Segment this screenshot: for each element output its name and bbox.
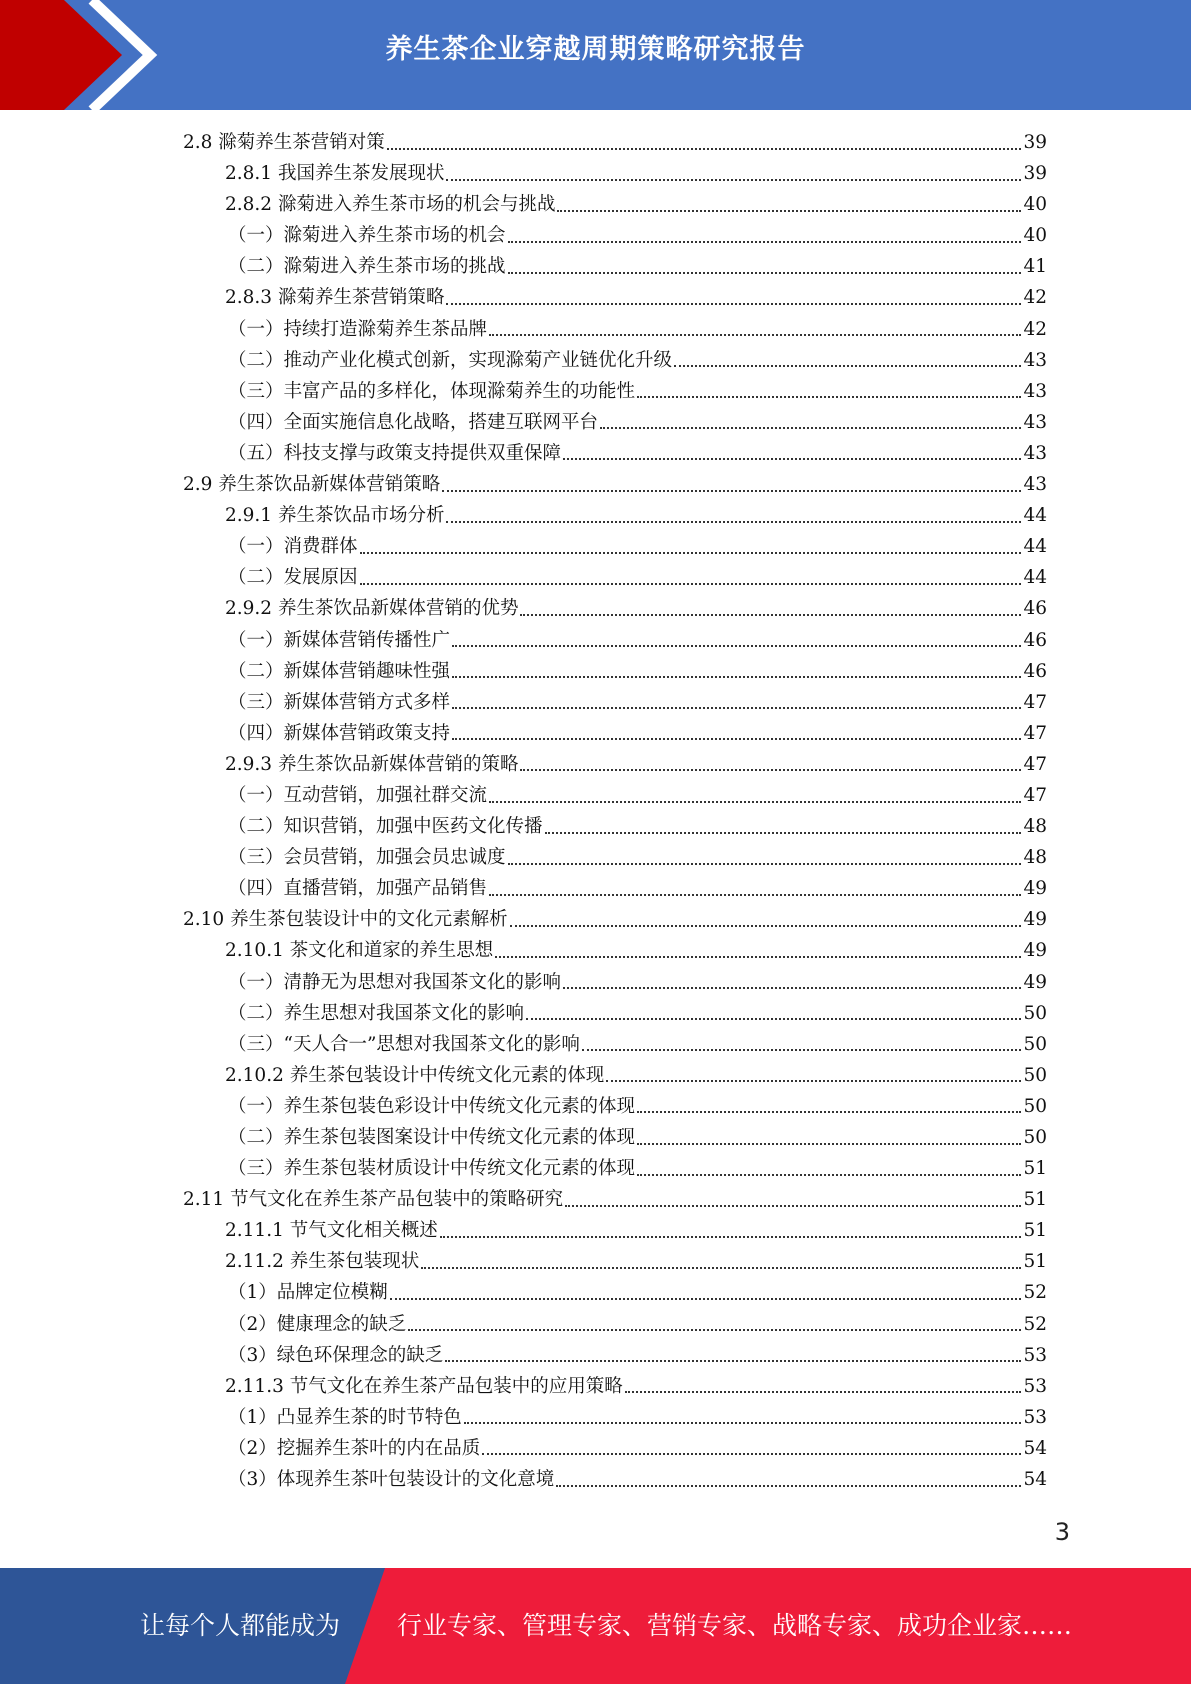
toc-entry-title: 2.8.2 滁菊进入养生茶市场的机会与挑战 bbox=[225, 194, 556, 216]
toc-entry[interactable] bbox=[183, 842, 1047, 873]
toc-entry-title: 2.9 养生茶饮品新媒体营销策略 bbox=[183, 474, 441, 496]
toc-entry-page: 43 bbox=[1023, 442, 1047, 464]
toc-entry[interactable] bbox=[183, 1464, 1047, 1495]
toc-entry-page: 42 bbox=[1023, 318, 1047, 340]
toc-leader-dots bbox=[563, 987, 1021, 989]
toc-leader-dots bbox=[520, 769, 1021, 771]
toc-entry[interactable] bbox=[183, 314, 1047, 345]
toc-entry-title: 2.11.1 节气文化相关概述 bbox=[225, 1220, 438, 1242]
toc-entry-page: 51 bbox=[1023, 1251, 1047, 1273]
toc-leader-dots bbox=[446, 179, 1021, 181]
toc-entry[interactable] bbox=[183, 749, 1047, 780]
toc-entry-title: （三）新媒体营销方式多样 bbox=[228, 691, 451, 713]
toc-leader-dots bbox=[452, 707, 1021, 709]
toc-entry-title: （二）养生茶包装图案设计中传统文化元素的体现 bbox=[228, 1127, 636, 1148]
toc-leader-dots bbox=[637, 1174, 1021, 1176]
toc-entry[interactable] bbox=[183, 1184, 1047, 1215]
toc-entry-page: 44 bbox=[1023, 536, 1047, 558]
toc-leader-dots bbox=[510, 925, 1022, 927]
toc-leader-dots bbox=[442, 490, 1021, 492]
toc-entry-title: （一）养生茶包装色彩设计中传统文化元素的体现 bbox=[228, 1095, 636, 1117]
toc-entry-title: 2.10.2 养生茶包装设计中传统文化元素的体现 bbox=[225, 1064, 605, 1086]
toc-entry-page: 49 bbox=[1023, 971, 1047, 993]
toc-leader-dots bbox=[637, 396, 1021, 398]
toc-leader-dots bbox=[445, 1360, 1021, 1362]
toc-leader-dots bbox=[360, 552, 1022, 554]
toc-entry[interactable] bbox=[183, 1340, 1047, 1371]
toc-entry-page: 43 bbox=[1023, 411, 1047, 433]
toc-leader-dots bbox=[520, 614, 1021, 616]
toc-entry[interactable] bbox=[183, 687, 1047, 718]
toc-leader-dots bbox=[489, 894, 1021, 896]
toc-entry[interactable] bbox=[183, 438, 1047, 469]
toc-entry[interactable] bbox=[183, 625, 1047, 656]
toc-entry-page: 54 bbox=[1023, 1437, 1047, 1459]
toc-leader-dots bbox=[606, 1080, 1021, 1082]
toc-leader-dots bbox=[452, 645, 1021, 647]
toc-entry[interactable] bbox=[183, 500, 1047, 531]
toc-entry-page: 46 bbox=[1023, 629, 1047, 651]
toc-entry-title: （3）体现养生茶叶包装设计的文化意境 bbox=[228, 1469, 555, 1491]
toc-entry-page: 53 bbox=[1023, 1375, 1047, 1397]
toc-entry-title: （一）滁菊进入养生茶市场的机会 bbox=[228, 225, 506, 247]
footer-slogan-left: 让每个人都能成为 bbox=[140, 1611, 341, 1640]
toc-leader-dots bbox=[674, 365, 1021, 367]
toc-entry-title: 2.11 节气文化在养生茶产品包装中的策略研究 bbox=[183, 1189, 564, 1211]
toc-leader-dots bbox=[600, 427, 1021, 429]
toc-leader-dots bbox=[421, 1267, 1021, 1269]
toc-entry[interactable] bbox=[183, 656, 1047, 687]
toc-leader-dots bbox=[557, 210, 1021, 212]
toc-entry-page: 50 bbox=[1023, 1033, 1047, 1055]
toc-entry-title: 2.9.3 养生茶饮品新媒体营销的策略 bbox=[225, 753, 519, 775]
toc-entry-page: 49 bbox=[1023, 940, 1047, 962]
toc-entry[interactable] bbox=[183, 531, 1047, 562]
toc-entry-page: 47 bbox=[1023, 753, 1047, 775]
toc-entry-page: 51 bbox=[1023, 1158, 1047, 1180]
toc-entry-title: （三）丰富产品的多样化，体现滁菊养生的功能性 bbox=[228, 380, 636, 402]
toc-entry-page: 47 bbox=[1023, 691, 1047, 713]
toc-entry[interactable] bbox=[183, 1309, 1047, 1340]
toc-entry-page: 53 bbox=[1023, 1344, 1047, 1366]
toc-entry-page: 39 bbox=[1023, 163, 1047, 185]
toc-entry[interactable] bbox=[183, 127, 1047, 158]
toc-entry[interactable] bbox=[183, 718, 1047, 749]
toc-entry[interactable] bbox=[183, 967, 1047, 998]
toc-entry-title: 2.11.3 节气文化在养生茶产品包装中的应用策略 bbox=[225, 1375, 623, 1397]
toc-entry-page: 50 bbox=[1023, 1127, 1047, 1148]
toc-leader-dots bbox=[582, 1049, 1022, 1051]
toc-entry-title: 2.11.2 养生茶包装现状 bbox=[225, 1251, 420, 1273]
toc-leader-dots bbox=[526, 1018, 1021, 1020]
toc-entry-title: （一）清静无为思想对我国茶文化的影响 bbox=[228, 971, 562, 993]
toc-entry[interactable] bbox=[183, 904, 1047, 935]
toc-entry[interactable] bbox=[183, 251, 1047, 282]
toc-entry[interactable] bbox=[183, 562, 1047, 593]
toc-entry-page: 52 bbox=[1023, 1282, 1047, 1304]
toc-entry-page: 48 bbox=[1023, 816, 1047, 838]
toc-leader-dots bbox=[482, 1453, 1021, 1455]
toc-entry-title: （二）知识营销，加强中医药文化传播 bbox=[228, 816, 543, 838]
toc-leader-dots bbox=[556, 1485, 1021, 1487]
toc-entry-title: （三）会员营销，加强会员忠诚度 bbox=[228, 847, 506, 869]
toc-entry-title: 2.9.2 养生茶饮品新媒体营销的优势 bbox=[225, 598, 519, 620]
toc-entry-title: 2.9.1 养生茶饮品市场分析 bbox=[225, 505, 445, 527]
toc-entry-title: （四）新媒体营销政策支持 bbox=[228, 722, 451, 744]
toc-entry-page: 53 bbox=[1023, 1406, 1047, 1428]
toc-leader-dots bbox=[637, 1111, 1021, 1113]
toc-entry-title: （三）“天人合一”思想对我国茶文化的影响 bbox=[228, 1033, 580, 1055]
toc-leader-dots bbox=[390, 1298, 1022, 1300]
page-number: 3 bbox=[1054, 1518, 1070, 1546]
toc-leader-dots bbox=[489, 801, 1021, 803]
toc-entry-title: （三）养生茶包装材质设计中传统文化元素的体现 bbox=[228, 1158, 636, 1180]
toc-entry-page: 41 bbox=[1023, 256, 1047, 278]
table-of-contents bbox=[183, 127, 1047, 1495]
toc-entry[interactable] bbox=[183, 811, 1047, 842]
toc-entry[interactable] bbox=[183, 780, 1047, 811]
toc-leader-dots bbox=[446, 521, 1021, 523]
toc-entry[interactable] bbox=[183, 1091, 1047, 1122]
toc-entry[interactable] bbox=[183, 1215, 1047, 1246]
toc-entry-page: 49 bbox=[1023, 878, 1047, 900]
toc-entry[interactable] bbox=[183, 1402, 1047, 1433]
toc-entry-title: （一）持续打造滁菊养生茶品牌 bbox=[228, 318, 488, 340]
toc-entry[interactable] bbox=[183, 935, 1047, 966]
toc-entry-title: 2.8.1 我国养生茶发展现状 bbox=[225, 163, 445, 185]
toc-entry-title: （2）挖掘养生茶叶的内在品质 bbox=[228, 1437, 481, 1459]
toc-entry-page: 51 bbox=[1023, 1220, 1047, 1242]
toc-leader-dots bbox=[452, 676, 1021, 678]
toc-leader-dots bbox=[440, 1236, 1022, 1238]
toc-entry-page: 40 bbox=[1023, 225, 1047, 247]
toc-entry[interactable] bbox=[183, 1371, 1047, 1402]
toc-leader-dots bbox=[563, 458, 1021, 460]
toc-entry-page: 39 bbox=[1023, 132, 1047, 153]
toc-entry-page: 54 bbox=[1023, 1469, 1047, 1491]
toc-entry[interactable] bbox=[183, 189, 1047, 220]
toc-entry[interactable] bbox=[183, 282, 1047, 313]
toc-entry-title: （五）科技支撑与政策支持提供双重保障 bbox=[228, 442, 562, 464]
toc-entry[interactable] bbox=[183, 1433, 1047, 1464]
toc-entry-title: （一）消费群体 bbox=[228, 536, 358, 558]
toc-entry[interactable] bbox=[183, 376, 1047, 407]
toc-entry-page: 43 bbox=[1023, 474, 1047, 496]
toc-entry[interactable] bbox=[183, 220, 1047, 251]
toc-entry-page: 44 bbox=[1023, 567, 1047, 589]
toc-entry-title: （二）滁菊进入养生茶市场的挑战 bbox=[228, 256, 506, 278]
toc-entry-page: 52 bbox=[1023, 1313, 1047, 1335]
toc-entry[interactable] bbox=[183, 158, 1047, 189]
toc-entry[interactable] bbox=[183, 1122, 1047, 1153]
toc-entry-page: 47 bbox=[1023, 722, 1047, 744]
toc-leader-dots bbox=[545, 832, 1022, 834]
toc-entry-page: 50 bbox=[1023, 1064, 1047, 1086]
toc-entry[interactable] bbox=[183, 1153, 1047, 1184]
page-header bbox=[0, 0, 1191, 110]
toc-entry-title: （1）凸显养生茶的时节特色 bbox=[228, 1406, 462, 1428]
toc-entry[interactable] bbox=[183, 469, 1047, 500]
toc-leader-dots bbox=[508, 241, 1022, 243]
toc-entry-page: 50 bbox=[1023, 1095, 1047, 1117]
report-title: 养生茶企业穿越周期策略研究报告 bbox=[385, 34, 806, 65]
toc-entry-title: （一）新媒体营销传播性广 bbox=[228, 629, 451, 651]
toc-leader-dots bbox=[508, 272, 1022, 274]
toc-entry-title: 2.8.3 滁菊养生茶营销策略 bbox=[225, 287, 445, 309]
toc-leader-dots bbox=[446, 303, 1021, 305]
toc-leader-dots bbox=[408, 1329, 1021, 1331]
toc-entry-page: 46 bbox=[1023, 598, 1047, 620]
toc-entry[interactable] bbox=[183, 1246, 1047, 1277]
toc-entry-page: 50 bbox=[1023, 1002, 1047, 1024]
toc-entry-title: （二）养生思想对我国茶文化的影响 bbox=[228, 1002, 525, 1024]
toc-entry[interactable] bbox=[183, 345, 1047, 376]
toc-entry-title: （二）发展原因 bbox=[228, 567, 358, 589]
toc-leader-dots bbox=[625, 1391, 1022, 1393]
toc-leader-dots bbox=[464, 1422, 1022, 1424]
toc-entry-page: 46 bbox=[1023, 660, 1047, 682]
toc-entry[interactable] bbox=[183, 407, 1047, 438]
toc-entry-title: （3）绿色环保理念的缺乏 bbox=[228, 1344, 444, 1366]
toc-leader-dots bbox=[387, 148, 1022, 150]
page-footer bbox=[0, 1568, 1191, 1684]
toc-entry[interactable] bbox=[183, 1029, 1047, 1060]
toc-entry-page: 47 bbox=[1023, 784, 1047, 806]
toc-entry[interactable] bbox=[183, 1277, 1047, 1308]
toc-entry-page: 49 bbox=[1023, 909, 1047, 931]
toc-entry[interactable] bbox=[183, 998, 1047, 1029]
toc-entry-title: （一）互动营销，加强社群交流 bbox=[228, 784, 488, 806]
toc-entry[interactable] bbox=[183, 1060, 1047, 1091]
toc-entry-title: 2.8 滁菊养生茶营销对策 bbox=[183, 132, 385, 153]
toc-entry[interactable] bbox=[183, 873, 1047, 904]
toc-entry-title: （2）健康理念的缺乏 bbox=[228, 1313, 407, 1335]
toc-entry[interactable] bbox=[183, 593, 1047, 624]
toc-entry-page: 44 bbox=[1023, 505, 1047, 527]
toc-leader-dots bbox=[452, 738, 1021, 740]
footer-slogan-right: 行业专家、管理专家、营销专家、战略专家、成功企业家…… bbox=[397, 1611, 1073, 1640]
toc-entry-page: 51 bbox=[1023, 1189, 1047, 1211]
toc-entry-page: 42 bbox=[1023, 287, 1047, 309]
toc-entry-title: （1）品牌定位模糊 bbox=[228, 1282, 388, 1304]
toc-entry-page: 48 bbox=[1023, 847, 1047, 869]
toc-entry-title: （二）推动产业化模式创新，实现滁菊产业链优化升级 bbox=[228, 349, 673, 371]
toc-leader-dots bbox=[565, 1205, 1021, 1207]
toc-entry-title: （四）全面实施信息化战略，搭建互联网平台 bbox=[228, 411, 599, 433]
toc-entry-title: 2.10.1 茶文化和道家的养生思想 bbox=[225, 940, 494, 962]
toc-leader-dots bbox=[508, 863, 1022, 865]
toc-entry-title: （二）新媒体营销趣味性强 bbox=[228, 660, 451, 682]
toc-leader-dots bbox=[637, 1143, 1021, 1145]
toc-leader-dots bbox=[495, 956, 1021, 958]
toc-leader-dots bbox=[360, 583, 1022, 585]
toc-leader-dots bbox=[489, 334, 1021, 336]
toc-entry-title: （四）直播营销，加强产品销售 bbox=[228, 878, 488, 900]
toc-entry-page: 43 bbox=[1023, 380, 1047, 402]
toc-entry-page: 40 bbox=[1023, 194, 1047, 216]
toc-entry-page: 43 bbox=[1023, 349, 1047, 371]
toc-entry-title: 2.10 养生茶包装设计中的文化元素解析 bbox=[183, 909, 508, 931]
